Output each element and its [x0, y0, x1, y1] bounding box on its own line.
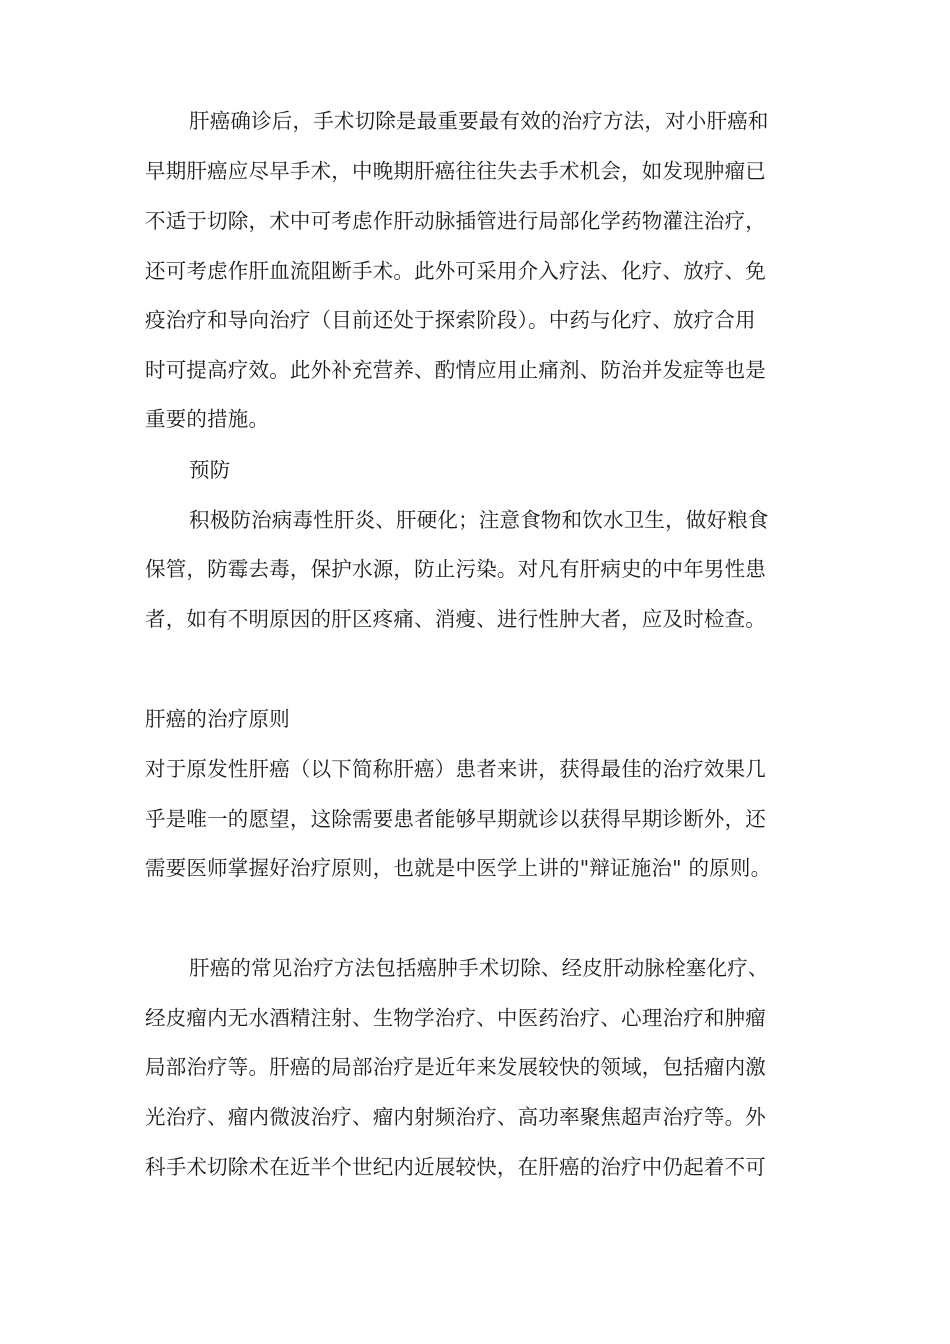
text-line: 肝癌确诊后，手术切除是最重要最有效的治疗方法，对小肝癌和: [189, 109, 769, 133]
text-line: 科手术切除术在近半个世纪内近展较快，在肝癌的治疗中仍起着不可: [145, 1155, 766, 1179]
text-line: 肝癌的常见治疗方法包括癌肿手术切除、经皮肝动脉栓塞化疗、: [189, 956, 769, 980]
section-heading: 肝癌的治疗原则: [145, 707, 290, 731]
text-line: 积极防治病毒性肝炎、肝硬化；注意食物和饮水卫生，做好粮食: [189, 508, 769, 532]
text-line: 经皮瘤内无水酒精注射、生物学治疗、中医药治疗、心理治疗和肿瘤: [145, 1006, 766, 1030]
text-line: 局部治疗等。肝癌的局部治疗是近年来发展较快的领域，包括瘤内激: [145, 1055, 766, 1079]
text-line: 早期肝癌应尽早手术，中晚期肝癌往往失去手术机会，如发现肿瘤已: [145, 159, 766, 183]
text-line: 乎是唯一的愿望，这除需要患者能够早期就诊以获得早期诊断外，还: [145, 807, 766, 831]
text-line: 者，如有不明原因的肝区疼痛、消瘦、进行性肿大者，应及时检查。: [145, 607, 766, 631]
text-line: 时可提高疗效。此外补充营养、酌情应用止痛剂、防治并发症等也是: [145, 358, 766, 382]
text-line: 保管，防霉去毒，保护水源，防止污染。对凡有肝病史的中年男性患: [145, 557, 766, 581]
text-line: 疫治疗和导向治疗（目前还处于探索阶段）。中药与化疗、放疗合用: [145, 308, 756, 332]
section-heading: 预防: [189, 458, 231, 482]
text-line: 还可考虑作肝血流阻断手术。此外可采用介入疗法、化疗、放疗、免: [145, 259, 766, 283]
text-line: 需要医师掌握好治疗原则，也就是中医学上讲的"辩证施治" 的原则。: [145, 856, 772, 880]
text-line: 重要的措施。: [145, 407, 270, 431]
text-line: 光治疗、瘤内微波治疗、瘤内射频治疗、高功率聚焦超声治疗等。外: [145, 1105, 766, 1129]
text-line: 对于原发性肝癌（以下简称肝癌）患者来讲，获得最佳的治疗效果几: [145, 757, 766, 781]
text-line: 不适于切除，术中可考虑作肝动脉插管进行局部化学药物灌注治疗，: [145, 209, 766, 233]
